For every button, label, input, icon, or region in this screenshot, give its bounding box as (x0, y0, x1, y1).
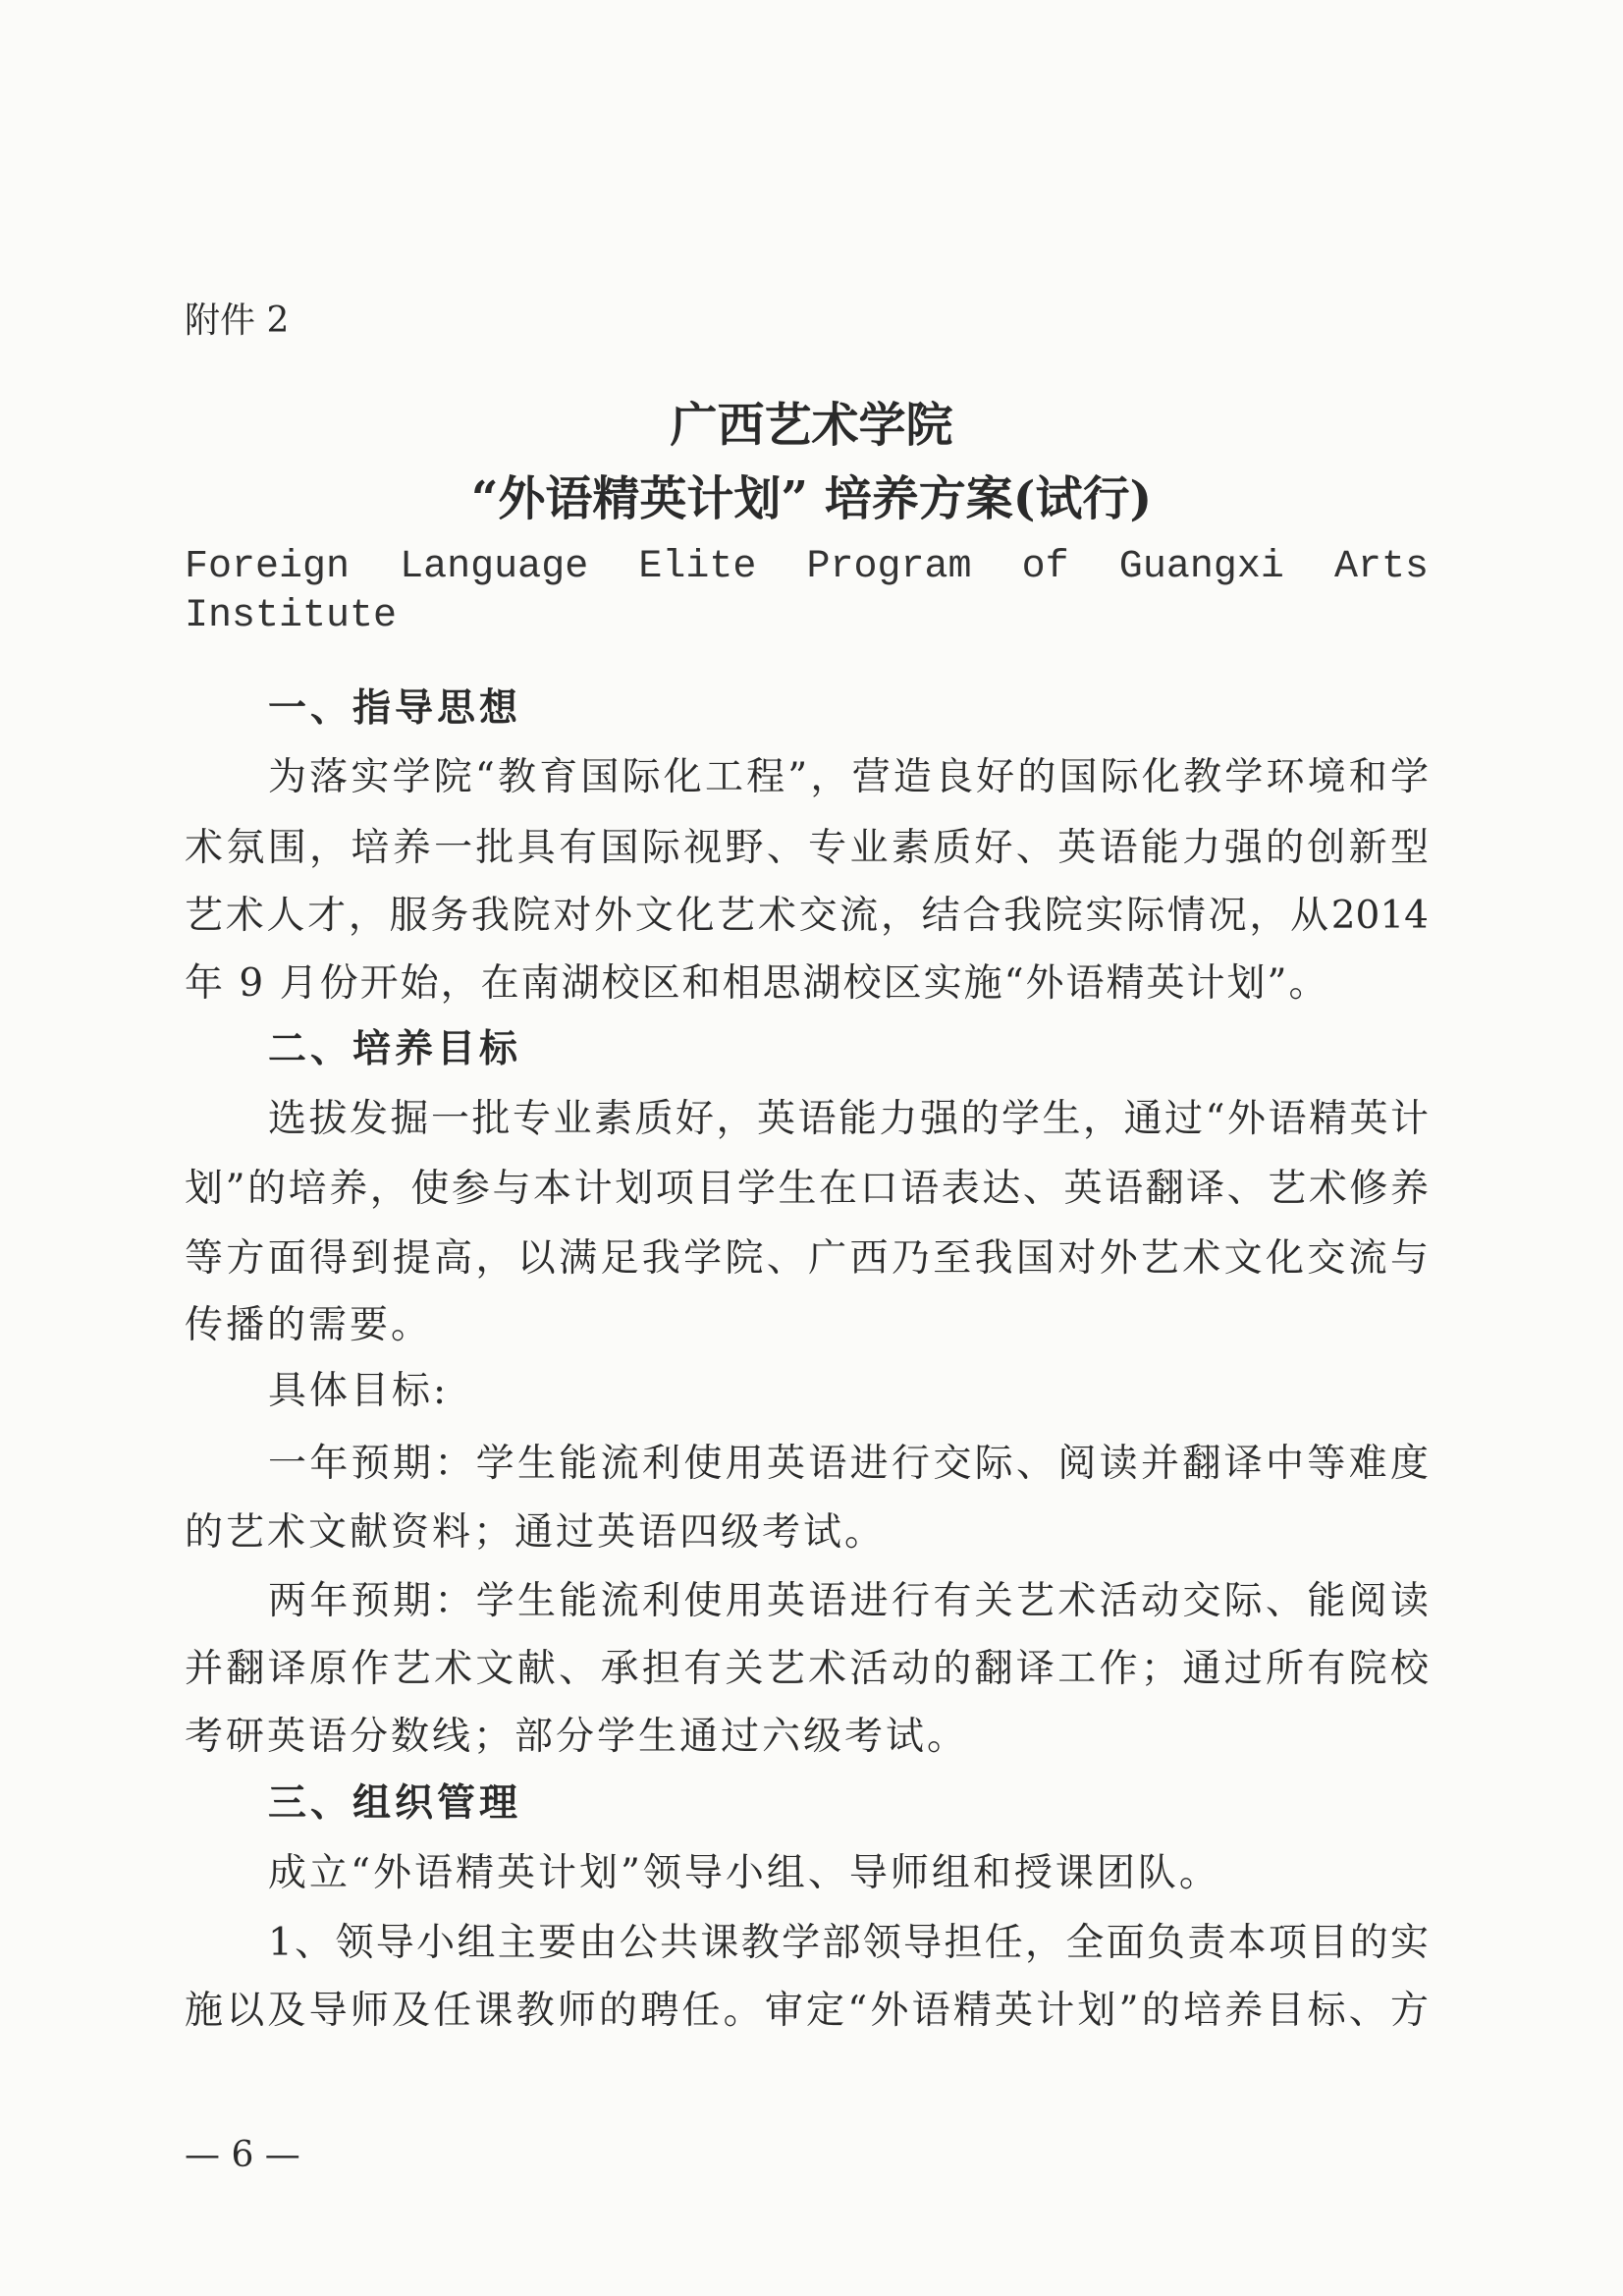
paragraph-line: 一年预期：学生能流利使用英语进行交际、阅读并翻译中等难度 (268, 1442, 1429, 1486)
paragraph-line: 艺术人才，服务我院对外文化艺术交流，结合我院实际情况，从2014 (185, 894, 1429, 938)
paragraph-line: 选拔发掘一批专业素质好，英语能力强的学生，通过“外语精英计 (268, 1097, 1429, 1141)
document-title: 广西艺术学院 (670, 398, 953, 453)
paragraph-line: 的艺术文献资料；通过英语四级考试。 (185, 1510, 887, 1555)
paragraph-line: 两年预期：学生能流利使用英语进行有关艺术活动交际、能阅读 (268, 1579, 1429, 1623)
section-heading-guiding-ideology: 一、指导思想 (268, 685, 522, 731)
paragraph-line: 1、领导小组主要由公共课教学部领导担任，全面负责本项目的实 (268, 1921, 1429, 1965)
english-title: Foreign Language Elite Program of Guangxi Arts Institute (185, 545, 1429, 638)
paragraph-line: 考研英语分数线；部分学生通过六级考试。 (185, 1715, 969, 1759)
paragraph-line: 划”的培养，使参与本计划项目学生在口语表达、英语翻译、艺术修养 (185, 1167, 1429, 1211)
paragraph-line: 传播的需要。 (185, 1303, 433, 1347)
paragraph-line: 为落实学院“教育国际化工程”，营造良好的国际化教学环境和学 (268, 755, 1429, 799)
attachment-label: 附件 2 (185, 301, 290, 341)
paragraph-line: 具体目标: (268, 1369, 450, 1413)
paragraph-line: 年 9 月份开始，在南湖校区和相思湖校区实施“外语精英计划”。 (185, 961, 1329, 1006)
section-heading-organization: 三、组织管理 (268, 1780, 522, 1826)
paragraph-line: 施以及导师及任课教师的聘任。审定“外语精英计划”的培养目标、方 (185, 1989, 1429, 2033)
paragraph-line: 等方面得到提高，以满足我学院、广西乃至我国对外艺术文化交流与 (185, 1236, 1429, 1281)
paragraph-line: 并翻译原作艺术文献、承担有关艺术活动的翻译工作；通过所有院校 (185, 1647, 1429, 1691)
paragraph-line: 术氛围，培养一批具有国际视野、专业素质好、英语能力强的创新型 (185, 826, 1429, 870)
document-subtitle: “外语精英计划” 培养方案(试行) (470, 471, 1153, 526)
page-number: — 6 — (185, 2135, 300, 2175)
paragraph-line: 成立“外语精英计划”领导小组、导师组和授课团队。 (268, 1851, 1220, 1895)
section-heading-training-goals: 二、培养目标 (268, 1026, 522, 1071)
